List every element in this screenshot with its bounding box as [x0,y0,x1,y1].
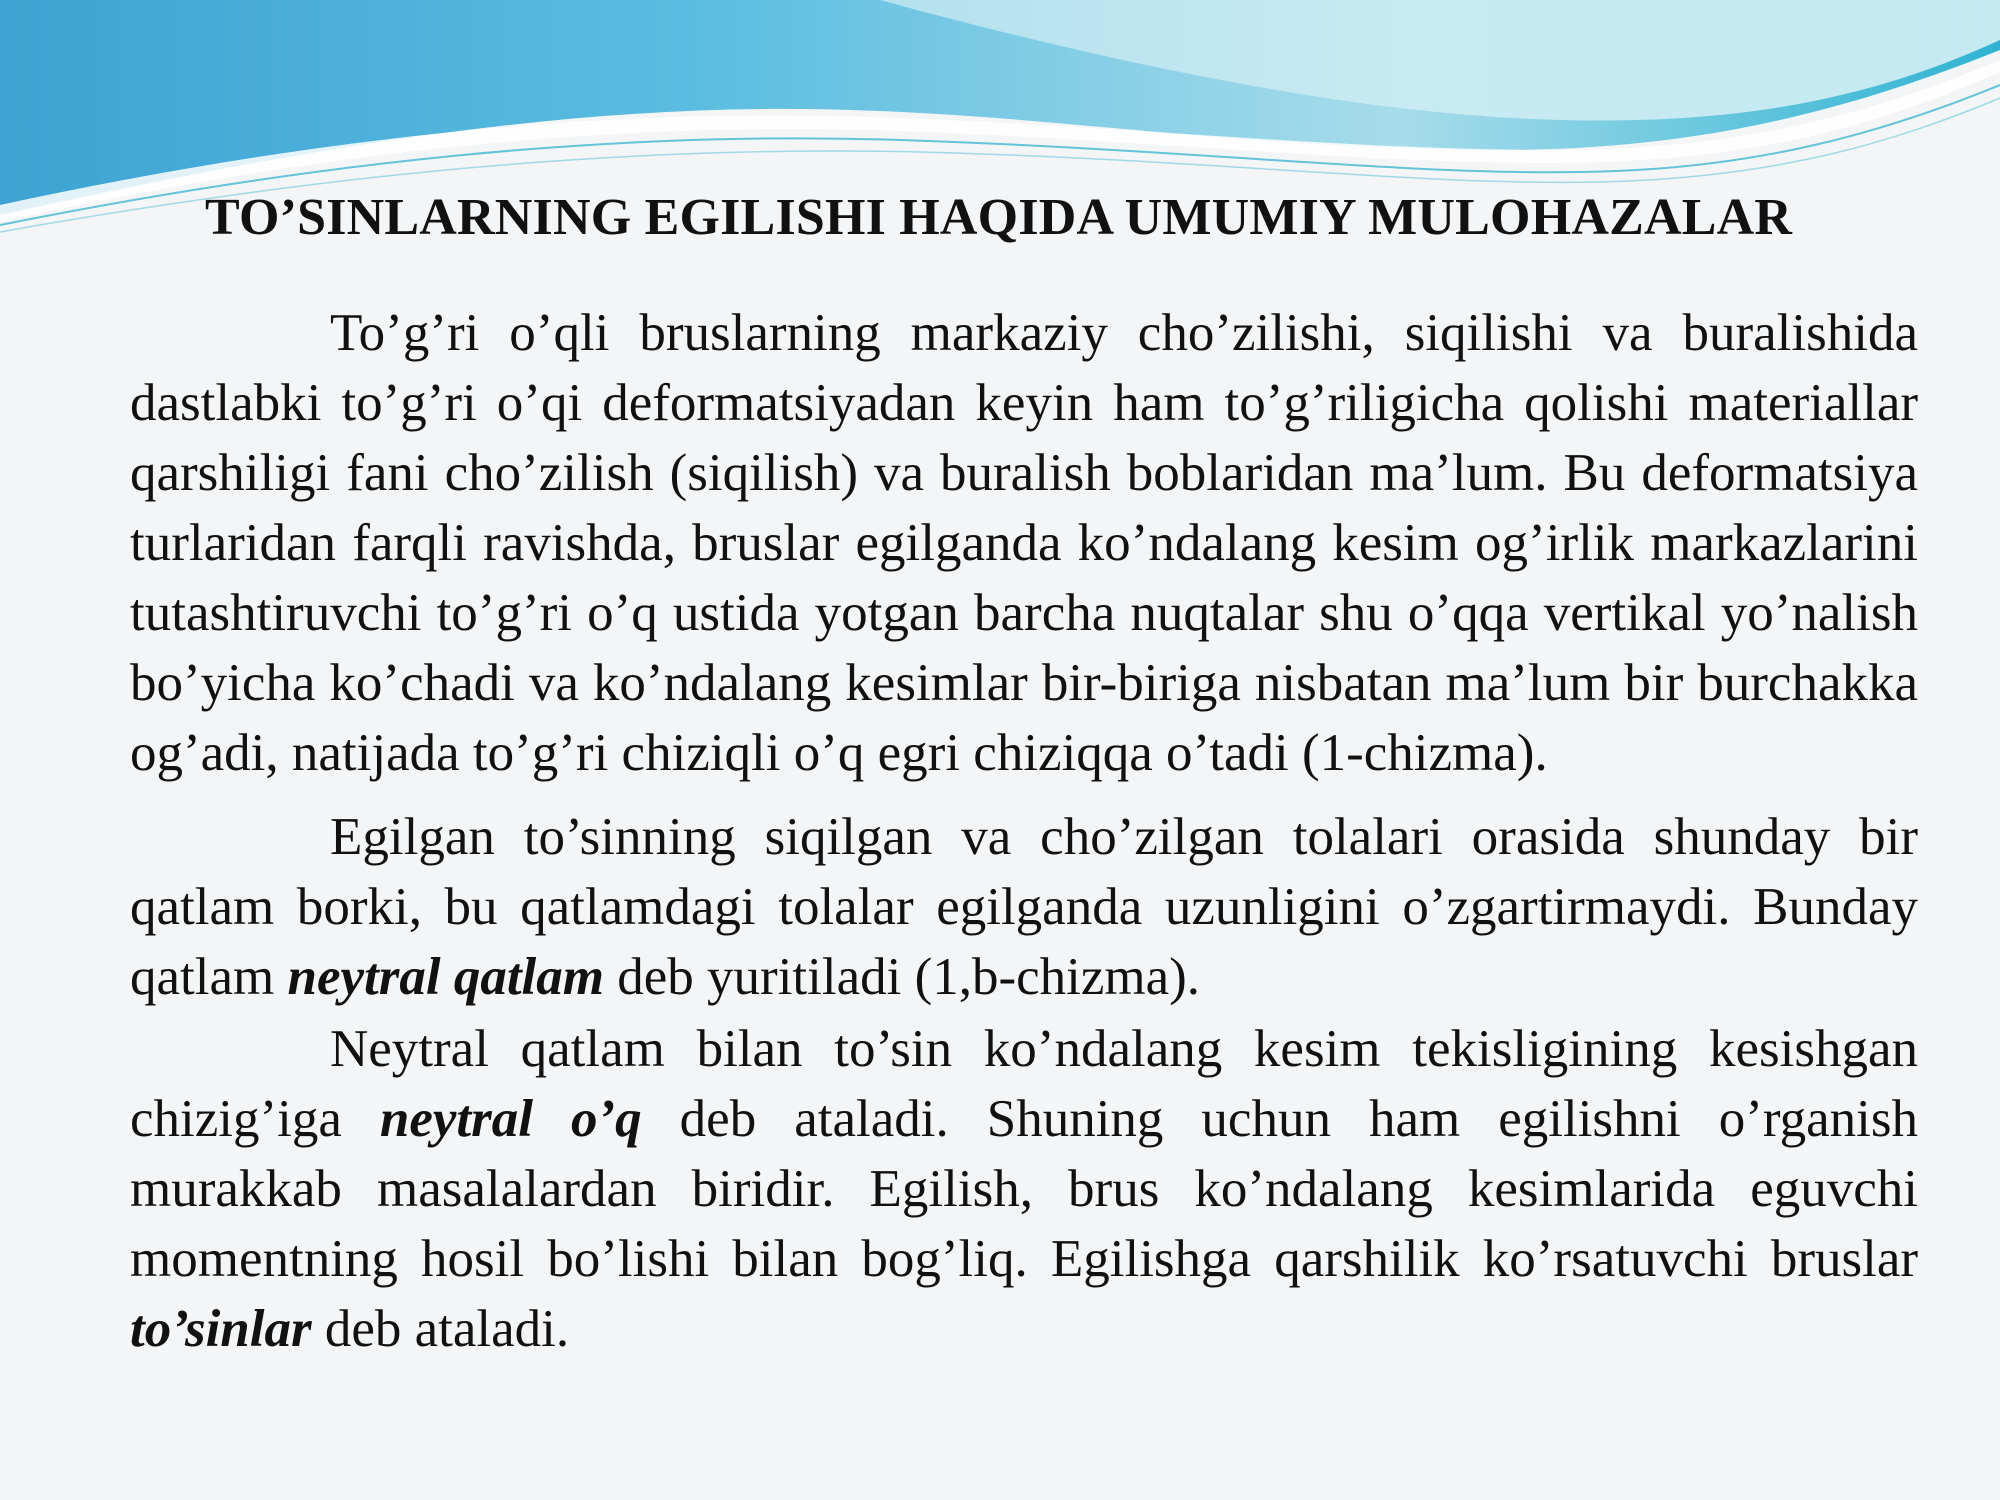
body-text [130,298,1918,1364]
slide-title: TO’SINLARNING EGILISHI HAQIDA UMUMIY MULOHAZALAR [205,189,1793,246]
paragraph-2-text-after: deb yuritiladi (1,b-chizma). [604,948,1201,1006]
term-neytral-oq: neytral o’q [379,1090,642,1148]
term-neytral-qatlam: neytral qatlam [287,948,605,1006]
paragraph-3 [130,1014,1918,1364]
term-tosinlar: to’sinlar [130,1300,312,1358]
paragraph-3-text-before: Neytral qatlam bilan to’sin ko’ndalang kesim tekisligining kesishgan chizig’iga [130,1020,1918,1148]
paragraph-3-text-after: deb ataladi. [311,1300,570,1358]
paragraph-2 [130,802,1918,1012]
paragraph-3-text-middle: deb ataladi. Shuning uchun ham egilishni o’rganish murakkab masalalardan biridir. Egilish, brus ko’ndalang kesimlarida eguvchi momentning hosil bo’lishi bilan bog’liq. Egilishga qarshilik ko’rsatuvchi bruslar [130,1090,1918,1288]
paragraph-1: To’g’ri o’qli bruslarning markaziy cho’zilishi, siqilishi va buralishida dastlabki to’g’ri o’qi deformatsiyadan keyin ham to’g’riligicha qolishi materiallar qarshiligi fani cho’zilish (siqilish) va buralish boblaridan ma’lum. Bu deformatsiya turlaridan farqli ravishda, bruslar egilganda ko’ndalang kesim og’irlik markazlarini tutashtiruvchi to’g’ri o’q ustida yotgan barcha nuqtalar shu o’qqa vertikal yo’nalish bo’yicha ko’chadi va ko’ndalang kesimlar bir-biriga nisbatan ma’lum bir burchakka og’adi, natijada to’g’ri chiziqli o’q egri chiziqqa o’tadi (1-chizma). [130,304,1918,782]
paragraph-2-text-before: Egilgan to’sinning siqilgan va cho’zilgan tolalari orasida shunday bir qatlam borki, bu qatlamdagi tolalar egilganda uzunligini o’zgartirmaydi. Bunday qatlam [130,808,1918,1006]
